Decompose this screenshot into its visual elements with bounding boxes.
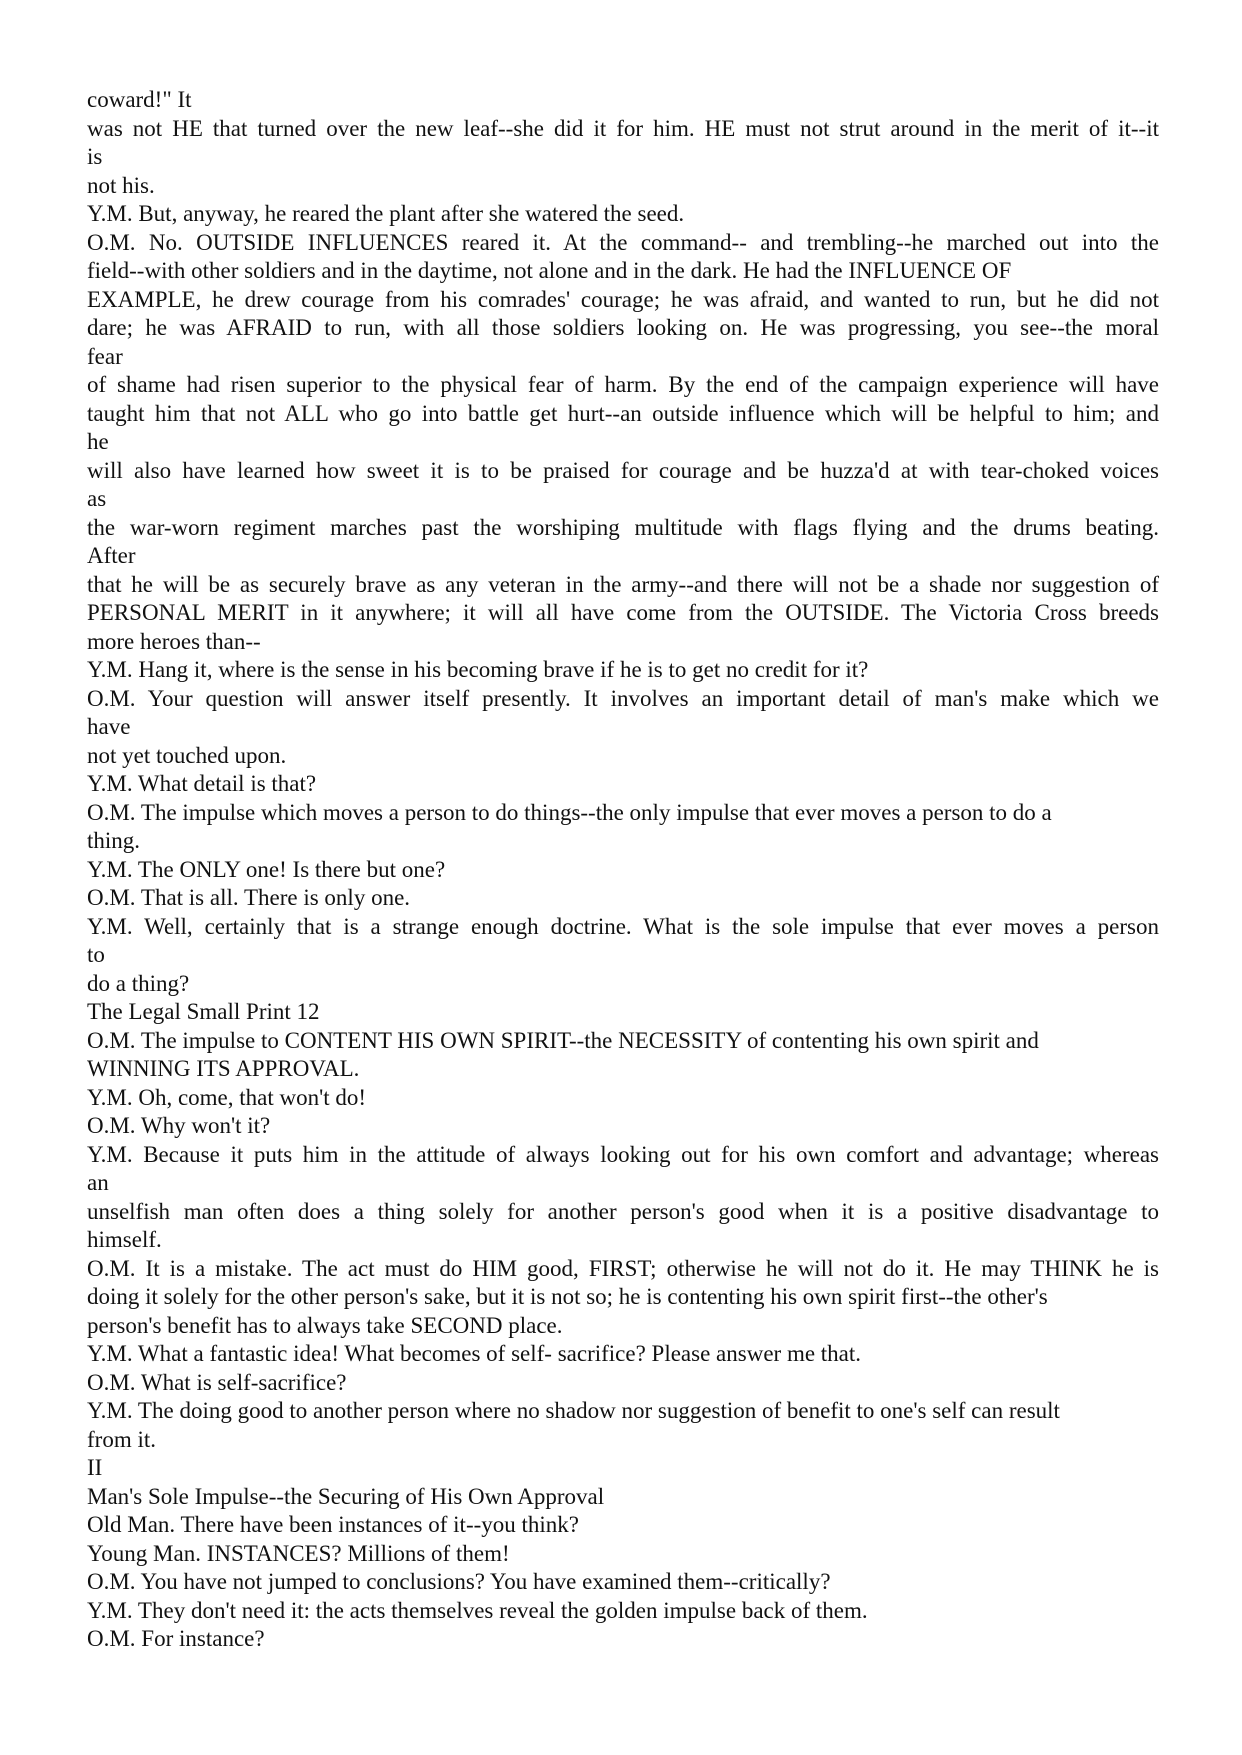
text-line: thing.	[87, 828, 141, 853]
text-line: O.M. It is a mistake. The act must do HIM good, FIRST; otherwise he will not do it. He may THINK he is	[87, 1255, 1159, 1281]
text-line: After	[87, 543, 136, 568]
text-line: Y.M. Oh, come, that won't do!	[87, 1084, 367, 1110]
text-line: Y.M. What a fantastic idea! What becomes of self- sacrifice? Please answer me that.	[87, 1341, 862, 1366]
text-line: O.M. What is self-sacrifice?	[87, 1369, 347, 1395]
text-line: O.M. The impulse which moves a person to do things--the only impulse that ever moves a person to do a	[87, 799, 1052, 825]
text-line: O.M. For instance?	[87, 1626, 265, 1651]
text-line: fear	[87, 343, 123, 369]
text-line: doing it solely for the other person's sake, but it is not so; he is contenting his own spirit first--the other's	[87, 1284, 1048, 1309]
text-line: coward!" It	[87, 87, 192, 112]
text-line: was not HE that turned over the new leaf--she did it for him. HE must not strut around in the merit of it--it	[87, 115, 1159, 141]
text-line: PERSONAL MERIT in it anywhere; it will all have come from the OUTSIDE. The Victoria Cross breeds	[87, 600, 1159, 625]
text-line: will also have learned how sweet it is to be praised for courage and be huzza'd at with tear-choked voices	[87, 457, 1159, 483]
text-line: O.M. You have not jumped to conclusions? You have examined them--critically?	[87, 1569, 831, 1594]
text-line: to	[87, 942, 105, 967]
text-line: field--with other soldiers and in the daytime, not alone and in the dark. He had the INFLUENCE OF	[87, 258, 1012, 283]
text-line: that he will be as securely brave as any veteran in the army--and there will not be a shade nor suggestion of	[87, 571, 1159, 597]
text-line: The Legal Small Print 12	[87, 999, 320, 1024]
text-line: Y.M. Well, certainly that is a strange enough doctrine. What is the sole impulse that ever moves a person	[87, 913, 1159, 939]
text-line: not yet touched upon.	[87, 742, 287, 768]
text-line: Y.M. Hang it, where is the sense in his becoming brave if he is to get no credit for it?	[87, 657, 869, 682]
text-line: an	[87, 1170, 109, 1195]
text-line: Y.M. They don't need it: the acts themselves reveal the golden impulse back of them.	[87, 1597, 868, 1623]
text-line: II	[87, 1455, 103, 1480]
text-line: from it.	[87, 1426, 156, 1452]
text-line: Y.M. What detail is that?	[87, 771, 317, 796]
document-page	[87, 86, 1159, 1654]
text-line: unselfish man often does a thing solely for another person's good when it is a positive disadvantage to	[87, 1198, 1159, 1224]
text-line: Y.M. The doing good to another person where no shadow nor suggestion of benefit to one's self can result	[87, 1398, 1060, 1423]
text-line: as	[87, 486, 107, 511]
text-line: taught him that not ALL who go into battle get hurt--an outside influence which will be helpful to him; and	[87, 400, 1159, 426]
text-line: he	[87, 429, 109, 454]
text-line: the war-worn regiment marches past the worshiping multitude with flags flying and the drums beating.	[87, 514, 1159, 540]
text-line: Y.M. But, anyway, he reared the plant after she watered the seed.	[87, 201, 685, 226]
text-line: person's benefit has to always take SECOND place.	[87, 1312, 563, 1338]
text-line: himself.	[87, 1227, 162, 1252]
text-line: O.M. Your question will answer itself presently. It involves an important detail of man's make which we	[87, 685, 1159, 711]
text-line: O.M. The impulse to CONTENT HIS OWN SPIRIT--the NECESSITY of contenting his own spirit and	[87, 1027, 1039, 1053]
text-line: Y.M. The ONLY one! Is there but one?	[87, 856, 446, 882]
text-line: O.M. That is all. There is only one.	[87, 885, 411, 910]
text-line: not his.	[87, 172, 155, 198]
text-line: is	[87, 144, 103, 169]
text-line: dare; he was AFRAID to run, with all those soldiers looking on. He was progressing, you see--the moral	[87, 315, 1159, 340]
text-line: O.M. Why won't it?	[87, 1113, 271, 1138]
text-line: Old Man. There have been instances of it--you think?	[87, 1512, 580, 1537]
text-line: Man's Sole Impulse--the Securing of His Own Approval	[87, 1483, 605, 1509]
text-line: more heroes than--	[87, 628, 261, 654]
text-line: do a thing?	[87, 970, 190, 996]
text-line: Y.M. Because it puts him in the attitude of always looking out for his own comfort and advantage; whereas	[87, 1141, 1159, 1167]
text-line: O.M. No. OUTSIDE INFLUENCES reared it. At the command-- and trembling--he marched out into the	[87, 229, 1159, 255]
text-line: Young Man. INSTANCES? Millions of them!	[87, 1540, 510, 1566]
text-line: WINNING ITS APPROVAL.	[87, 1056, 360, 1081]
text-line: of shame had risen superior to the physical fear of harm. By the end of the campaign experience will have	[87, 372, 1159, 397]
text-line: have	[87, 714, 131, 739]
text-line: EXAMPLE, he drew courage from his comrades' courage; he was afraid, and wanted to run, but he did not	[87, 286, 1159, 312]
